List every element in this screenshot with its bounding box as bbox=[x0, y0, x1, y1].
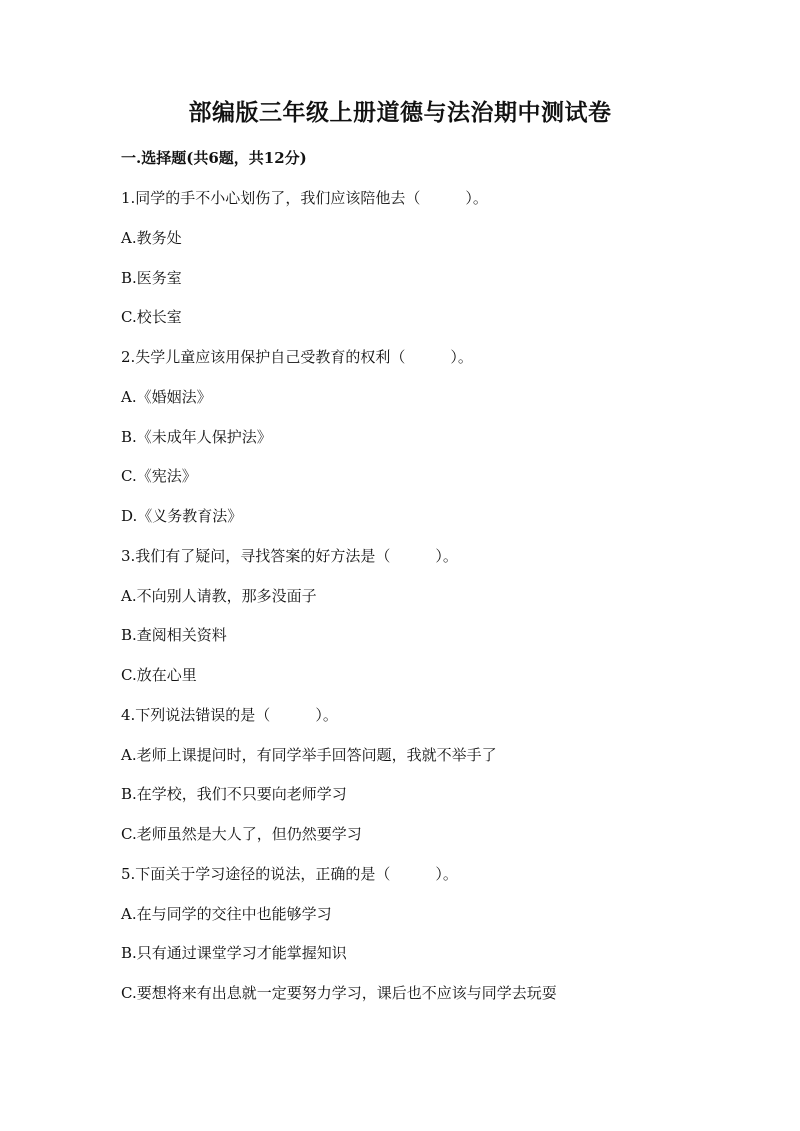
option-a: A.《婚姻法》 bbox=[121, 387, 212, 406]
option-c: C.老师虽然是大人了，但仍然要学习 bbox=[121, 825, 362, 843]
question-stem: 2.失学儿童应该用保护自己受教育的权利（ ）。 bbox=[121, 348, 473, 366]
option-b: B.医务室 bbox=[121, 268, 182, 287]
option-c: C.《宪法》 bbox=[121, 467, 197, 486]
option-d: D.《义务教育法》 bbox=[121, 507, 243, 525]
question-list bbox=[121, 187, 721, 1022]
question-stem: 5.下面关于学习途径的说法，正确的是（ ）。 bbox=[121, 864, 458, 883]
option-b: B.《未成年人保护法》 bbox=[121, 427, 272, 446]
option-c: C.放在心里 bbox=[121, 666, 197, 684]
option-b: B.只有通过课堂学习才能掌握知识 bbox=[121, 944, 347, 963]
option-a: A.老师上课提问时，有同学举手回答问题，我就不举手了 bbox=[121, 745, 497, 764]
question-stem: 1.同学的手不小心划伤了，我们应该陪他去（ ）。 bbox=[121, 189, 488, 207]
option-c: C.要想将来有出息就一定要努力学习，课后也不应该与同学去玩耍 bbox=[121, 984, 557, 1002]
option-b: B.在学校，我们不只要向老师学习 bbox=[121, 785, 347, 804]
section-heading: 一.选择题(共6题，共12分) bbox=[121, 149, 307, 167]
option-c: C.校长室 bbox=[121, 308, 182, 327]
option-a: A.不向别人请教，那多没面子 bbox=[121, 586, 317, 605]
question-stem: 4.下列说法错误的是（ ）。 bbox=[121, 705, 338, 724]
page-title: 部编版三年级上册道德与法治期中测试卷 bbox=[188, 99, 612, 126]
option-a: A.在与同学的交往中也能够学习 bbox=[121, 904, 332, 923]
option-a: A.教务处 bbox=[121, 228, 182, 247]
question-stem: 3.我们有了疑问，寻找答案的好方法是（ ）。 bbox=[121, 546, 458, 565]
option-b: B.查阅相关资料 bbox=[121, 626, 227, 645]
